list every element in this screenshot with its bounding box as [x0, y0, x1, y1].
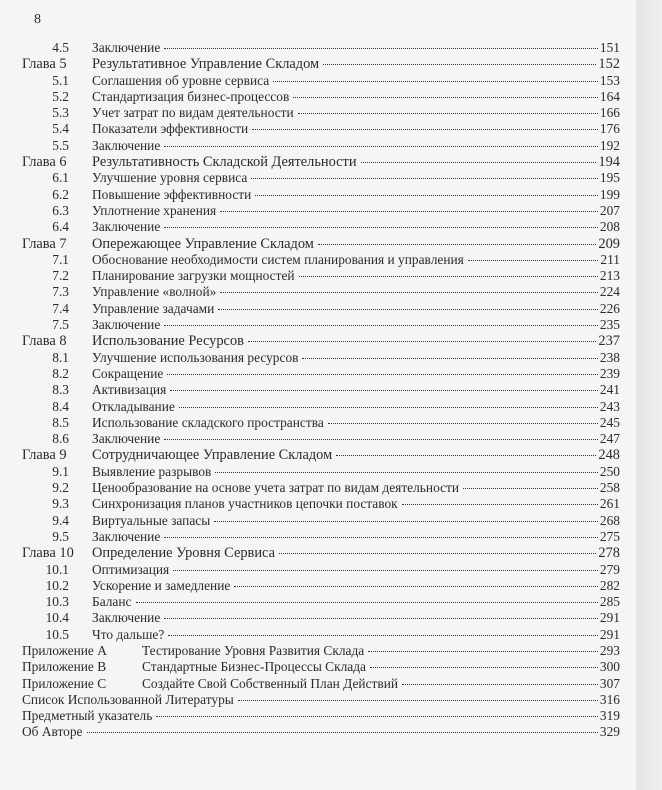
toc-entry-page: 261 — [599, 496, 620, 512]
dot-leader — [323, 64, 596, 65]
toc-chapter-row — [22, 154, 620, 170]
toc-appendix-row — [22, 676, 620, 692]
toc-entry-number: Приложение А — [22, 642, 107, 658]
toc-entry-page: 291 — [599, 626, 620, 642]
dot-leader — [302, 358, 597, 359]
toc-entry-number: 9.5 — [52, 528, 69, 544]
dot-leader — [168, 635, 598, 636]
toc-entry-line — [92, 480, 620, 496]
toc-entry-number: 9.1 — [52, 463, 69, 479]
dot-leader — [215, 472, 598, 473]
toc-entry-line — [92, 138, 620, 154]
toc-entry-number: 9.2 — [52, 480, 69, 496]
toc-entry-number: 7.2 — [52, 268, 69, 284]
dot-leader — [164, 537, 598, 538]
toc-entry-number: 6.1 — [52, 170, 69, 186]
toc-entry-page: 199 — [599, 186, 620, 202]
toc-section-row — [22, 431, 620, 447]
toc-entry-number: 6.3 — [52, 202, 69, 218]
toc-entry-title: Обоснование необходимости систем планирования и управления — [92, 251, 464, 267]
toc-entry-number: 10.5 — [45, 626, 69, 642]
toc-entry-page: 226 — [599, 300, 620, 316]
toc-entry-title: Сокращение — [92, 365, 164, 381]
toc-entry-number: 8.2 — [52, 365, 69, 381]
toc-entry-title: Заключение — [92, 137, 161, 153]
toc-entry-line — [92, 464, 620, 480]
toc-entry-page: 245 — [599, 414, 620, 430]
toc-entry-page: 329 — [599, 724, 620, 740]
toc-entry-page: 275 — [599, 528, 620, 544]
toc-entry-page: 248 — [598, 447, 620, 464]
toc-entry-page: 258 — [599, 480, 620, 496]
toc-section-row — [22, 89, 620, 105]
dot-leader — [318, 244, 597, 245]
toc-entry-number: 6.4 — [52, 219, 69, 235]
toc-entry-line — [92, 610, 620, 626]
toc-entry-title: Заключение — [92, 431, 161, 447]
toc-entry-number: Приложение С — [22, 675, 107, 691]
dot-leader — [252, 129, 598, 130]
toc-entry-page: 243 — [599, 398, 620, 414]
toc-section-row — [22, 301, 620, 317]
toc-entry-line — [92, 121, 620, 137]
toc-entry-title: Использование складского пространства — [92, 414, 324, 430]
dot-leader — [463, 488, 598, 489]
toc-entry-title: Заключение — [92, 40, 161, 55]
toc-entry-line — [92, 333, 620, 349]
toc-entry-title: Ценообразование на основе учета затрат по видам деятельности — [92, 480, 460, 496]
toc-entry-number: 7.5 — [52, 317, 69, 333]
dot-leader — [248, 341, 596, 342]
toc-entry-title: Тестирование Уровня Развития Склада — [142, 642, 365, 658]
toc-entry-number: 5.5 — [52, 137, 69, 153]
toc-entry-line — [92, 268, 620, 284]
dot-leader — [336, 455, 596, 456]
toc-section-row — [22, 399, 620, 415]
toc-section-row — [22, 496, 620, 512]
toc-entry-line — [92, 399, 620, 415]
toc-section-row — [22, 610, 620, 626]
toc-entry-number: 10.4 — [45, 610, 69, 626]
dot-leader — [361, 162, 597, 163]
toc-entry-number: 10.2 — [45, 577, 69, 593]
dot-leader — [299, 276, 598, 277]
toc-entry-line — [92, 366, 620, 382]
toc-entry-title: Использование Ресурсов — [92, 333, 244, 350]
toc-entry-title: Уплотнение хранения — [92, 202, 217, 218]
toc-section-row — [22, 366, 620, 382]
toc-entry-number: 5.3 — [52, 105, 69, 121]
dot-leader — [402, 684, 598, 685]
toc-entry-page: 192 — [599, 137, 620, 153]
toc-entry-page: 166 — [599, 105, 620, 121]
toc-entry-line — [92, 594, 620, 610]
toc-entry-title: Улучшение использования ресурсов — [92, 349, 299, 365]
toc-entry-line — [92, 382, 620, 398]
toc-entry-title: Показатели эффективности — [92, 121, 249, 137]
dot-leader — [255, 195, 598, 196]
toc-entry-number: 10.3 — [45, 594, 69, 610]
toc-entry-title: Заключение — [92, 219, 161, 235]
toc-section-row — [22, 252, 620, 268]
toc-entry-title: Заключение — [92, 528, 161, 544]
toc-entry-title: Стандартные Бизнес-Процессы Склада — [142, 659, 367, 675]
dot-leader — [164, 439, 598, 440]
toc-entry-number: Глава 9 — [22, 447, 67, 464]
toc-entry-title: Ускорение и замедление — [92, 577, 231, 593]
dot-leader — [273, 81, 598, 82]
toc-entry-title: Выявление разрывов — [92, 463, 212, 479]
toc-entry-line — [92, 154, 620, 170]
page-number: 8 — [34, 12, 41, 27]
toc-entry-number: 9.4 — [52, 512, 69, 528]
toc-entry-page: 208 — [599, 219, 620, 235]
toc-entry-page: 194 — [598, 154, 620, 171]
dot-leader — [328, 423, 598, 424]
toc-entry-line — [92, 170, 620, 186]
dot-leader — [214, 521, 598, 522]
dot-leader — [279, 553, 596, 554]
toc-entry-page: 291 — [599, 610, 620, 626]
toc-section-row — [22, 219, 620, 235]
dot-leader — [156, 716, 598, 717]
toc-section-row — [22, 138, 620, 154]
toc-entry-line — [92, 203, 620, 219]
toc-entry-number: 8.3 — [52, 382, 69, 398]
toc-entry-line — [92, 496, 620, 512]
toc-entry-line — [92, 627, 620, 643]
toc-entry-line — [22, 724, 620, 740]
toc-entry-number: 5.1 — [52, 72, 69, 88]
toc-entry-number: 7.1 — [52, 251, 69, 267]
toc-entry-page: 153 — [599, 72, 620, 88]
toc-entry-line — [92, 56, 620, 72]
toc-entry-page: 239 — [599, 365, 620, 381]
toc-entry-number: 8.5 — [52, 414, 69, 430]
toc-entry-line — [92, 105, 620, 121]
dot-leader — [170, 390, 598, 391]
toc-entry-number: 10.1 — [45, 561, 69, 577]
toc-entry-title: Список Использованной Литературы — [22, 691, 234, 707]
toc-entry-line — [92, 529, 620, 545]
dot-leader — [368, 651, 598, 652]
dot-leader — [220, 292, 598, 293]
toc-section-row — [22, 268, 620, 284]
toc-entry-line — [92, 545, 620, 561]
toc-entry-page: 307 — [599, 675, 620, 691]
toc-entry-line — [22, 692, 620, 708]
toc-section-row — [22, 203, 620, 219]
toc-entry-number: Глава 5 — [22, 56, 67, 73]
toc-entry-line — [142, 676, 620, 692]
toc-entry-page: 293 — [599, 642, 620, 658]
dot-leader — [468, 260, 599, 261]
toc-entry-page: 151 — [599, 40, 620, 55]
toc-entry-page: 300 — [599, 659, 620, 675]
toc-entry-title: Результативность Складской Деятельности — [92, 154, 357, 171]
toc-entry-title: Улучшение уровня сервиса — [92, 170, 248, 186]
toc-entry-title: Учет затрат по видам деятельности — [92, 105, 294, 121]
toc-entry-number: Глава 8 — [22, 333, 67, 350]
toc-entry-number: Глава 7 — [22, 235, 67, 252]
toc-entry-line — [92, 252, 620, 268]
toc-entry-page: 285 — [599, 594, 620, 610]
toc-entry-page: 316 — [599, 691, 620, 707]
dot-leader — [218, 309, 598, 310]
dot-leader — [136, 602, 598, 603]
toc-section-row — [22, 480, 620, 496]
toc-section-row — [22, 464, 620, 480]
toc-chapter-row — [22, 56, 620, 72]
toc-section-row — [22, 562, 620, 578]
toc-chapter-row — [22, 333, 620, 349]
toc-entry-line — [92, 447, 620, 463]
toc-entry-title: Планирование загрузки мощностей — [92, 268, 295, 284]
toc-section-row — [22, 513, 620, 529]
toc-entry-line — [92, 73, 620, 89]
toc-entry-line — [22, 708, 620, 724]
toc-entry-title: Виртуальные запасы — [92, 512, 211, 528]
toc-section-row — [22, 350, 620, 366]
toc-appendix-row — [22, 659, 620, 675]
toc-entry-title: Опережающее Управление Складом — [92, 235, 314, 252]
dot-leader — [164, 227, 598, 228]
toc-entry-title: Баланс — [92, 594, 132, 610]
toc-entry-number: 5.4 — [52, 121, 69, 137]
toc-entry-line — [142, 643, 620, 659]
toc-entry-title: Синхронизация планов участников цепочки поставок — [92, 496, 398, 512]
toc-section-row — [22, 317, 620, 333]
dot-leader — [179, 407, 598, 408]
dot-leader — [164, 618, 598, 619]
toc-entry-title: Оптимизация — [92, 561, 170, 577]
toc-entry-page: 250 — [599, 463, 620, 479]
toc-entry-line — [92, 350, 620, 366]
toc-entry-title: Откладывание — [92, 398, 175, 414]
toc-entry-title: Повышение эффективности — [92, 186, 252, 202]
dot-leader — [87, 732, 598, 733]
toc-entry-line — [92, 578, 620, 594]
dot-leader — [164, 48, 598, 49]
toc-section-row — [22, 578, 620, 594]
toc-chapter-row — [22, 236, 620, 252]
toc-entry-number: Приложение В — [22, 659, 107, 675]
toc-entry-page: 238 — [599, 349, 620, 365]
toc-entry-line — [92, 317, 620, 333]
toc-entry-page: 235 — [599, 317, 620, 333]
toc-entry-page: 247 — [599, 431, 620, 447]
toc-entry-title: Что дальше? — [92, 626, 165, 642]
toc-entry-page: 279 — [599, 561, 620, 577]
toc-entry-title: Управление задачами — [92, 300, 215, 316]
dot-leader — [164, 146, 598, 147]
toc-entry-page: 268 — [599, 512, 620, 528]
toc-plain-row — [22, 692, 620, 708]
toc-entry-page: 176 — [599, 121, 620, 137]
toc-entry-number: 7.4 — [52, 300, 69, 316]
toc-section-row — [22, 382, 620, 398]
toc-entry-title: Создайте Свой Собственный План Действий — [142, 675, 399, 691]
toc-entry-number: 9.3 — [52, 496, 69, 512]
toc-section-row — [22, 415, 620, 431]
toc-entry-page: 152 — [598, 56, 620, 73]
toc-entry-line — [92, 89, 620, 105]
toc-section-row — [22, 121, 620, 137]
toc-entry-title: Предметный указатель — [22, 708, 153, 724]
toc-entry-title: Соглашения об уровне сервиса — [92, 72, 270, 88]
toc-section-row — [22, 627, 620, 643]
toc-entry-page: 282 — [599, 577, 620, 593]
dot-leader — [164, 325, 598, 326]
toc-entry-page: 195 — [599, 170, 620, 186]
toc-entry-title: Заключение — [92, 317, 161, 333]
toc-section-row — [22, 40, 620, 56]
toc-entry-title: Об Авторе — [22, 724, 83, 740]
toc-entry-page: 237 — [598, 333, 620, 350]
toc-entry-number: 8.1 — [52, 349, 69, 365]
toc-entry-line — [92, 415, 620, 431]
toc-entry-line — [92, 562, 620, 578]
toc-chapter-row — [22, 545, 620, 561]
toc-entry-line — [92, 187, 620, 203]
dot-leader — [220, 211, 598, 212]
toc-chapter-row — [22, 447, 620, 463]
toc-entry-page: 213 — [599, 268, 620, 284]
toc-section-row — [22, 594, 620, 610]
toc-entry-number: 8.4 — [52, 398, 69, 414]
toc-section-row — [22, 170, 620, 186]
toc-entry-number: Глава 10 — [22, 545, 74, 562]
dot-leader — [234, 586, 598, 587]
toc-entry-number: 6.2 — [52, 186, 69, 202]
toc-entry-number: Глава 6 — [22, 154, 67, 171]
toc-entry-number: 8.6 — [52, 431, 69, 447]
dot-leader — [298, 113, 598, 114]
toc-entry-number: 7.3 — [52, 284, 69, 300]
page-edge-shadow — [636, 0, 662, 790]
toc-entry-title: Результативное Управление Складом — [92, 56, 320, 73]
toc-section-row — [22, 529, 620, 545]
toc-entry-title: Активизация — [92, 382, 167, 398]
toc-entry-line — [92, 431, 620, 447]
toc-appendix-row — [22, 643, 620, 659]
toc-entry-line — [142, 659, 620, 675]
toc-entry-title: Стандартизация бизнес-процессов — [92, 88, 290, 104]
toc-entry-line — [92, 219, 620, 235]
toc-entry-page: 209 — [598, 235, 620, 252]
toc-entry-page: 224 — [599, 284, 620, 300]
toc-entry-number: 4.5 — [52, 40, 69, 55]
toc-entry-page: 278 — [598, 545, 620, 562]
toc-entry-line — [92, 236, 620, 252]
toc-plain-row — [22, 724, 620, 740]
toc-entry-page: 164 — [599, 88, 620, 104]
toc-section-row — [22, 73, 620, 89]
toc-entry-title: Управление «волной» — [92, 284, 217, 300]
dot-leader — [173, 570, 598, 571]
toc-section-row — [22, 187, 620, 203]
table-of-contents — [22, 40, 620, 741]
toc-entry-page: 211 — [600, 251, 620, 267]
toc-section-row — [22, 284, 620, 300]
toc-entry-line — [92, 284, 620, 300]
toc-entry-title: Заключение — [92, 610, 161, 626]
toc-entry-title: Сотрудничающее Управление Складом — [92, 447, 333, 464]
toc-entry-line — [92, 40, 620, 56]
toc-entry-line — [92, 301, 620, 317]
toc-entry-title: Определение Уровня Сервиса — [92, 545, 275, 562]
dot-leader — [251, 178, 598, 179]
dot-leader — [238, 700, 598, 701]
toc-plain-row — [22, 708, 620, 724]
toc-entry-line — [92, 513, 620, 529]
toc-entry-page: 319 — [599, 708, 620, 724]
toc-entry-page: 207 — [599, 202, 620, 218]
toc-entry-page: 241 — [599, 382, 620, 398]
dot-leader — [402, 504, 598, 505]
dot-leader — [167, 374, 598, 375]
toc-section-row — [22, 105, 620, 121]
dot-leader — [293, 97, 598, 98]
dot-leader — [370, 667, 598, 668]
toc-entry-number: 5.2 — [52, 88, 69, 104]
